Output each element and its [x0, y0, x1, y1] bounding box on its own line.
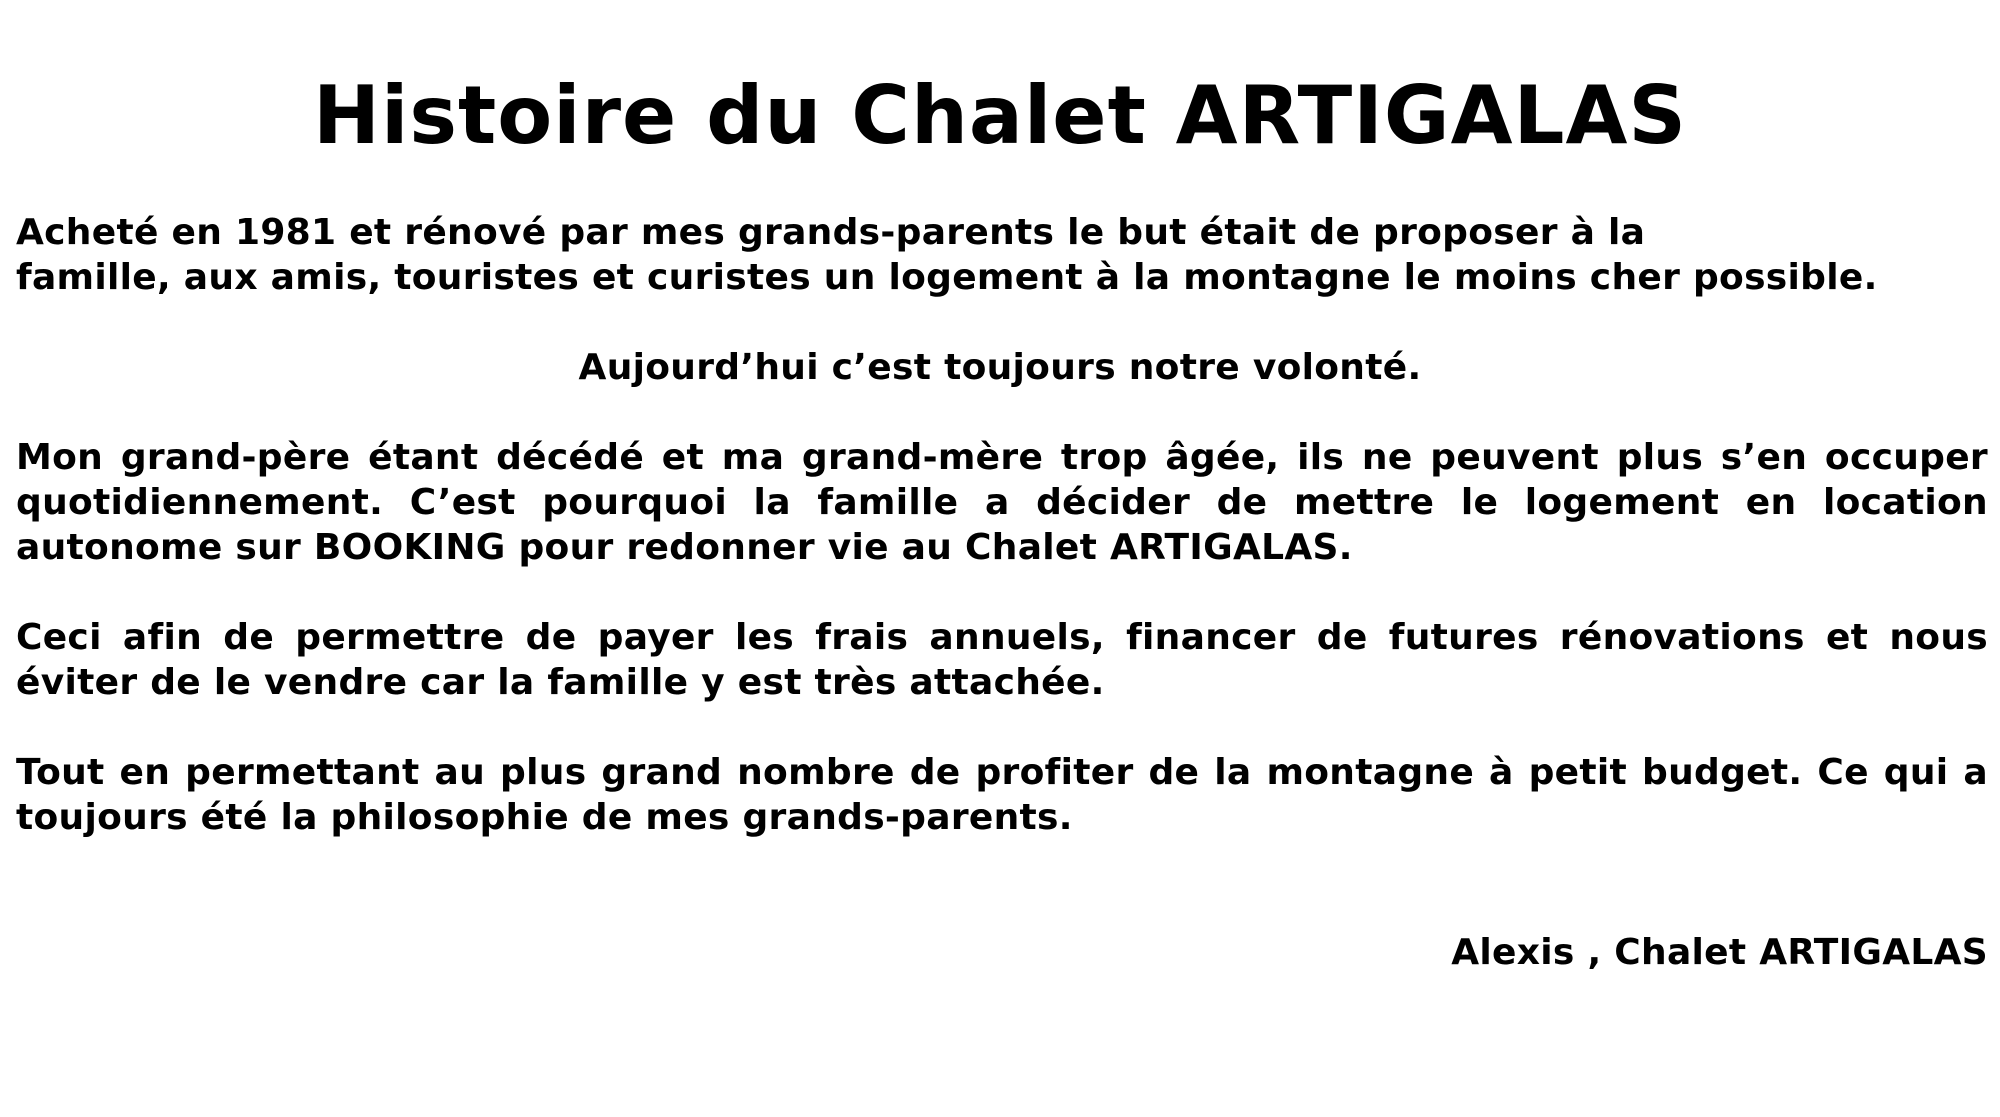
- paragraph-intent: Aujourd’hui c’est toujours notre volonté.: [578, 347, 1422, 388]
- page-title: Histoire du Chalet ARTIGALAS: [312, 69, 1687, 162]
- paragraph-history-line-1: Acheté en 1981 et rénové par mes grands-parents le but était de proposer à la: [16, 212, 1646, 253]
- paragraph-history: [16, 210, 1988, 300]
- paragraph-history-line-2: famille, aux amis, touristes et curistes un logement à la montagne le moins cher possible.: [16, 257, 1878, 298]
- paragraph-situation: Mon grand-père étant décédé et ma grand-mère trop âgée, ils ne peuvent plus s’en occuper quotidiennement. C’est pourquoi la famille a décider de mettre le logement en location autonome sur BOOKING pour redonner vie au Chalet ARTIGALAS.: [16, 437, 1988, 568]
- signature: Alexis , Chalet ARTIGALAS: [1451, 932, 1988, 973]
- paragraph-philosophy: Tout en permettant au plus grand nombre de profiter de la montagne à petit budget. Ce qui a toujours été la philosophie de mes grands-parents.: [16, 752, 1988, 838]
- paragraph-purpose: Ceci afin de permettre de payer les frais annuels, financer de futures rénovations et nous éviter de le vendre car la famille y est très attachée.: [16, 617, 1988, 703]
